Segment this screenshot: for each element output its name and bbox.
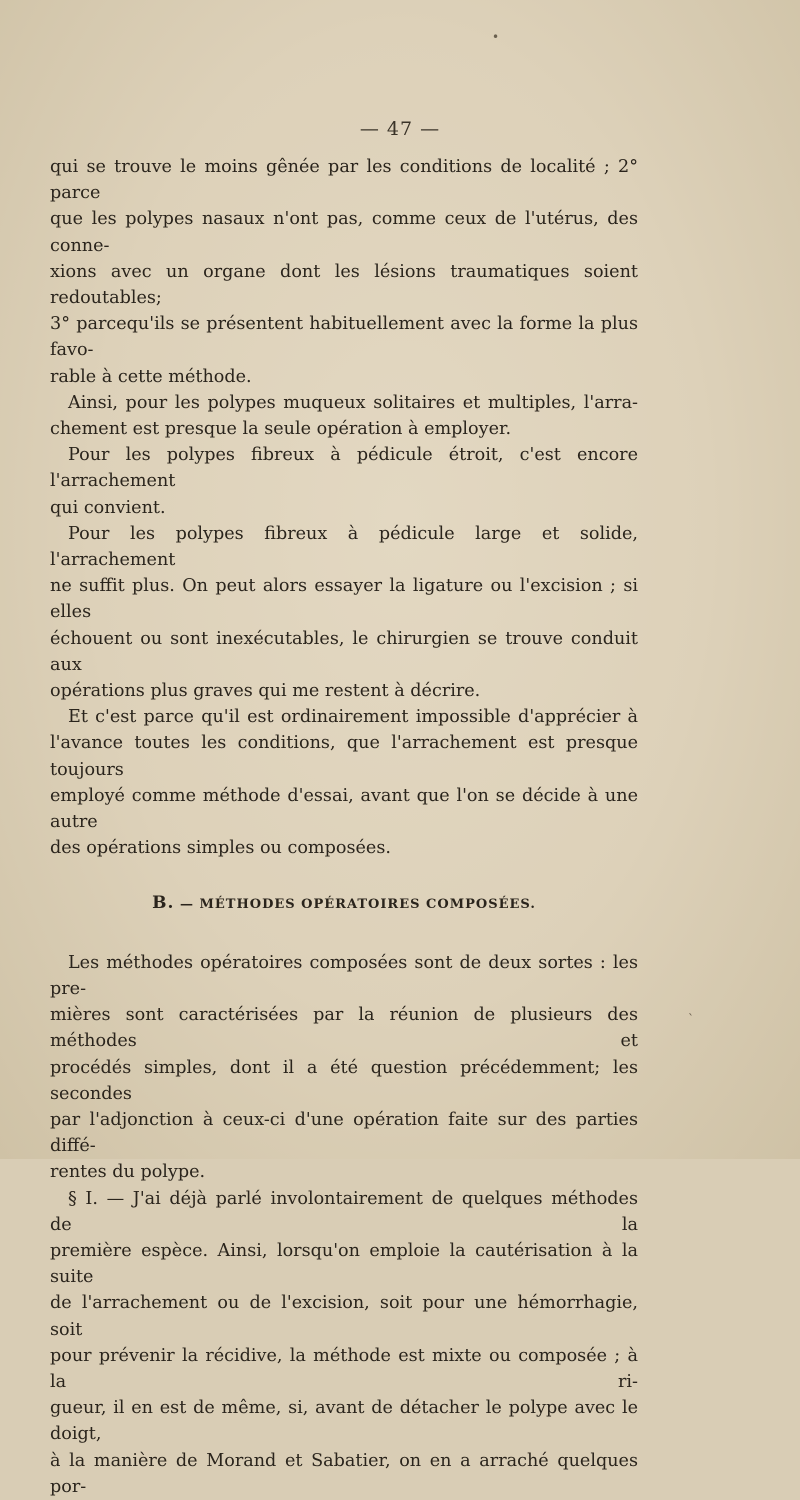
- text-line: rable à cette méthode.: [50, 366, 252, 387]
- text-line: Ainsi, pour les polypes muqueux solitaires et multiples, l'arra-: [68, 392, 638, 413]
- section-letter: B.: [152, 893, 175, 914]
- text-line: § I. — J'ai déjà parlé involontairement de quelques méthodes de la: [50, 1188, 638, 1235]
- text-line: que les polypes nasaux n'ont pas, comme ceux de l'utérus, des conne-: [50, 209, 638, 256]
- section-title: MÉTHODES OPÉRATOIRES COMPOSÉES.: [199, 897, 536, 913]
- text-line: opérations plus graves qui me restent à décrire.: [50, 681, 481, 702]
- text-line: Les méthodes opératoires composées sont de deux sortes : les pre-: [50, 952, 638, 999]
- text-line: gueur, il en est de même, si, avant de détacher le polype avec le doigt,: [50, 1398, 638, 1445]
- text-line: échouent ou sont inexécutables, le chirurgien se trouve conduit aux: [50, 628, 638, 675]
- text-line: xions avec un organe dont les lésions traumatiques soient redoutables;: [50, 261, 638, 309]
- paper-speck: •: [492, 30, 500, 44]
- text-line: pour prévenir la récidive, la méthode est mixte ou composée ; à la ri-: [50, 1345, 638, 1392]
- text-line: procédés simples, dont il a été question précédemment; les secondes: [50, 1057, 638, 1104]
- text-line: à la manière de Morand et Sabatier, on en a arraché quelques por-: [50, 1450, 638, 1497]
- text-line: Pour les polypes fibreux à pédicule étroit, c'est encore l'arrachement: [50, 445, 638, 492]
- text-line: employé comme méthode d'essai, avant que l'on se décide à une autre: [50, 785, 638, 833]
- paper-speck: `: [688, 1012, 694, 1026]
- text-line: Et c'est parce qu'il est ordinairement impossible d'apprécier à: [68, 707, 638, 728]
- text-line: chement est presque la seule opération à employer.: [50, 419, 512, 440]
- text-line: par l'adjonction à ceux-ci d'une opération faite sur des parties diffé-: [50, 1109, 638, 1157]
- page-body: [50, 154, 638, 1500]
- section-heading: [50, 890, 638, 918]
- text-line: rentes du polype.: [50, 1162, 206, 1183]
- page-number: — 47 —: [359, 118, 441, 140]
- text-line: 3° parcequ'ils se présentent habituellement avec la forme la plus favo-: [50, 314, 638, 361]
- text-line: Pour les polypes fibreux à pédicule large et solide, l'arrachement: [50, 523, 638, 571]
- text-line: première espèce. Ainsi, lorsqu'on emploie la cautérisation à la suite: [50, 1240, 638, 1288]
- text-line: de l'arrachement ou de l'excision, soit pour une hémorrhagie, soit: [50, 1293, 638, 1340]
- text-line: qui convient.: [50, 497, 166, 518]
- text-section-b: [50, 950, 638, 1500]
- section-dash: —: [179, 897, 194, 913]
- text-line: mières sont caractérisées par la réunion de plusieurs des méthodes et: [50, 1005, 638, 1052]
- text-section-a: [50, 154, 638, 861]
- text-line: qui se trouve le moins gênée par les conditions de localité ; 2° parce: [50, 157, 638, 204]
- text-line: ne suffit plus. On peut alors essayer la ligature ou l'excision ; si elles: [50, 576, 638, 623]
- text-line: l'avance toutes les conditions, que l'arrachement est presque toujours: [50, 733, 638, 780]
- text-line: des opérations simples ou composées.: [50, 838, 391, 859]
